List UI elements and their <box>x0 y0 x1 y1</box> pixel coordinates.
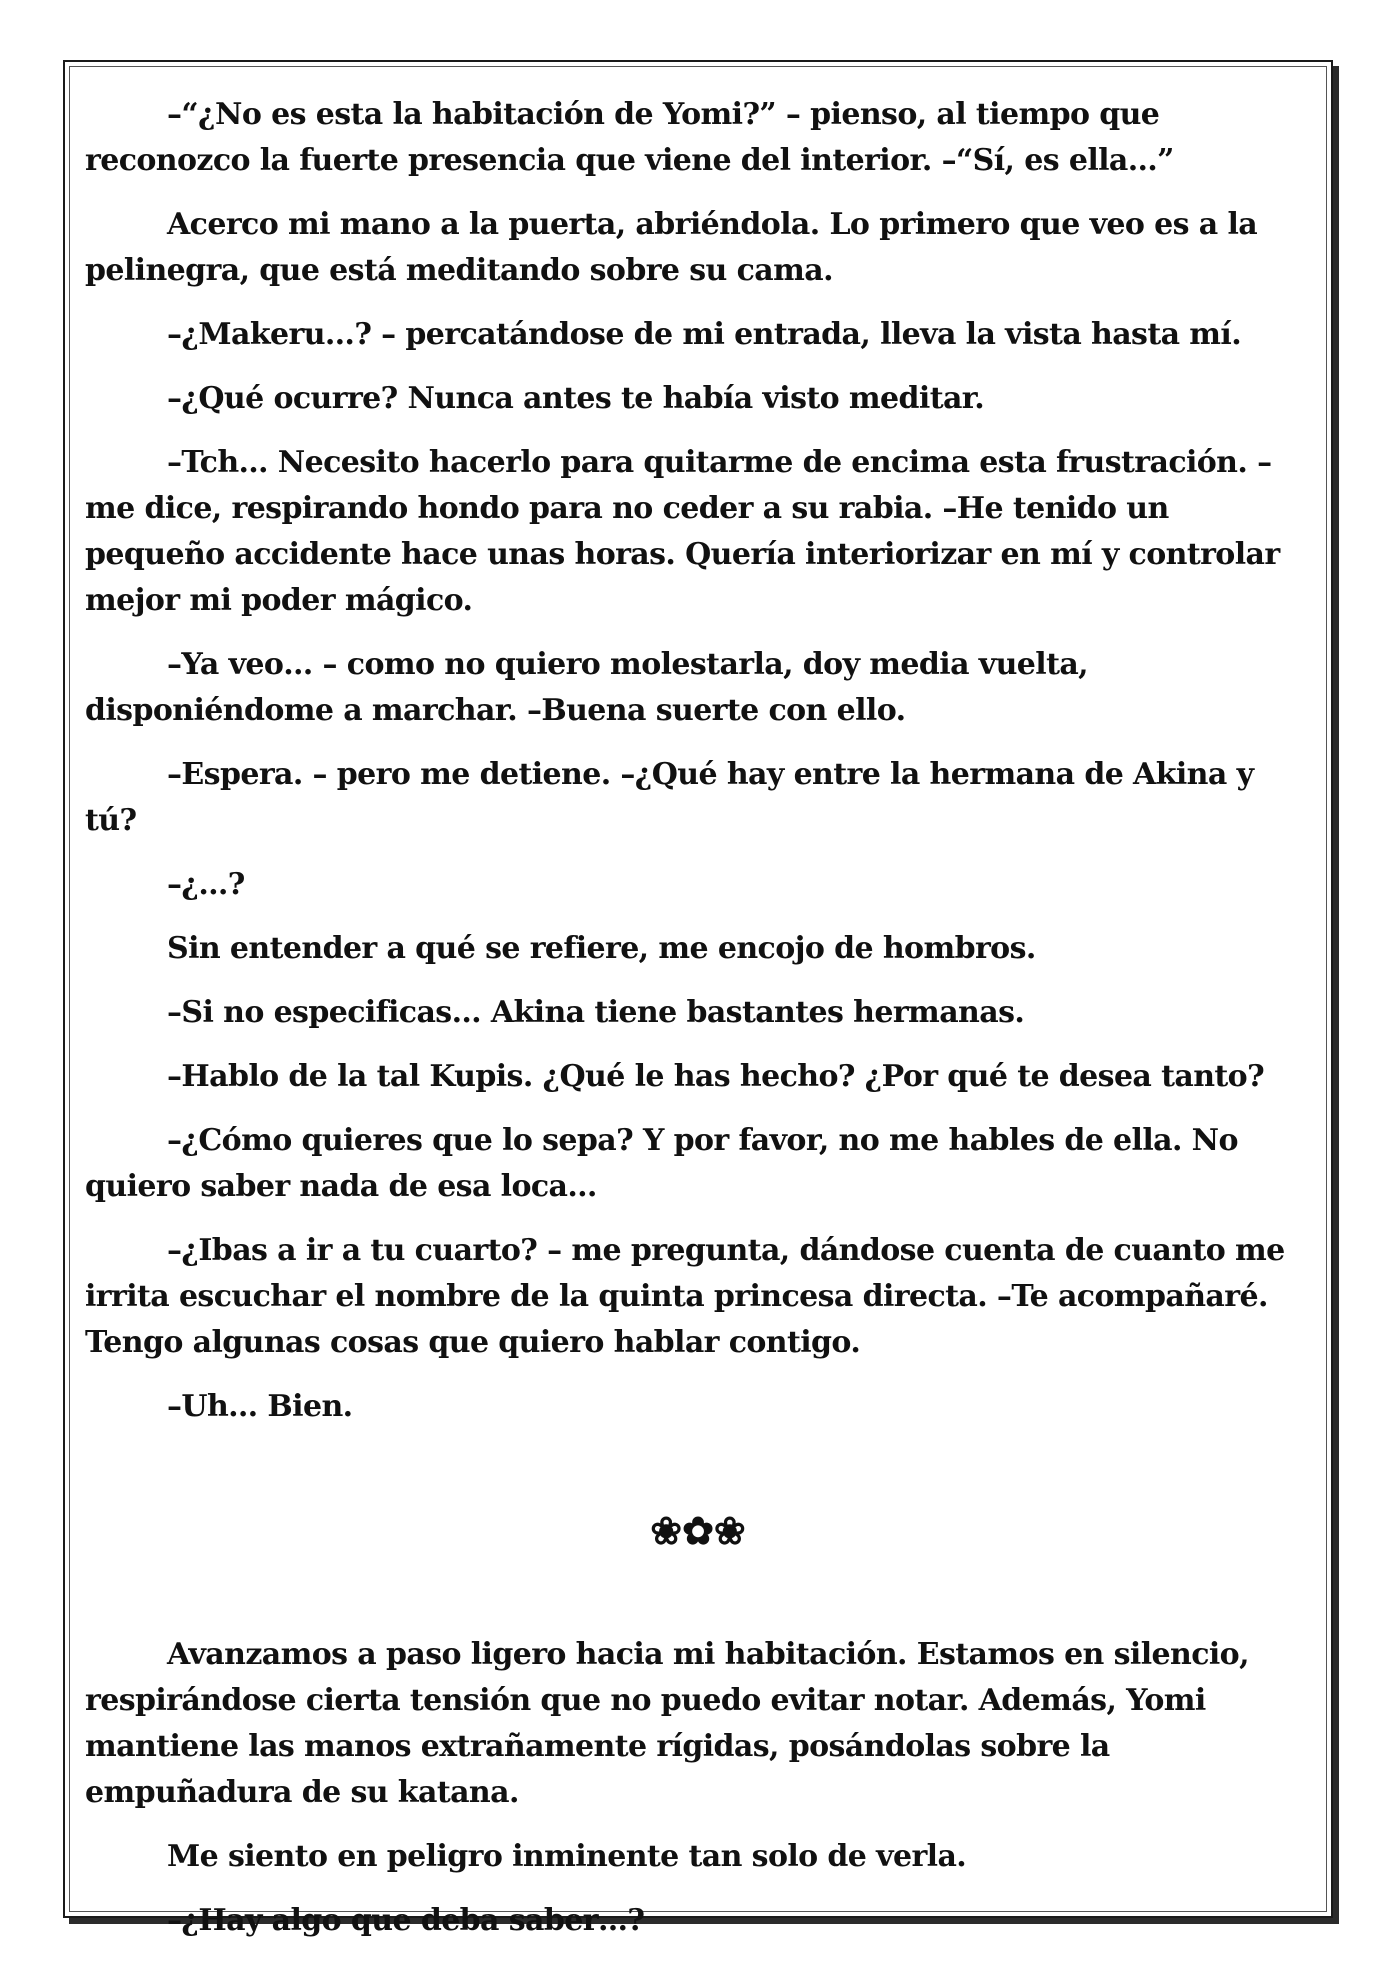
paragraph: –Ya veo… – como no quiero molestarla, doy media vuelta, disponiéndome a marchar. –Buena suerte con ello. <box>85 647 1089 728</box>
paragraph: –Tch… Necesito hacerlo para quitarme de encima esta frustración. – me dice, respirando hondo para no ceder a su rabia. –He tenido un pequeño accidente hace unas horas. Quería interiorizar en mí y controlar mejor mi poder mágico. <box>85 445 1280 618</box>
paragraph: –¿…? <box>167 867 245 902</box>
paragraph: –Si no especificas… Akina tiene bastantes hermanas. <box>167 995 1025 1030</box>
paragraph: –Espera. – pero me detiene. –¿Qué hay entre la hermana de Akina y tú? <box>85 757 1254 838</box>
paragraph: –¿Cómo quieres que lo sepa? Y por favor, no me hables de ella. No quiero saber nada de esa loca… <box>85 1123 1238 1204</box>
document-body <box>85 92 1311 1962</box>
paragraph: –Hablo de la tal Kupis. ¿Qué le has hecho? ¿Por qué te desea tanto? <box>167 1059 1265 1094</box>
paragraph: –¿Qué ocurre? Nunca antes te había visto meditar. <box>167 381 985 416</box>
paragraph: Me siento en peligro inminente tan solo de verla. <box>167 1839 967 1874</box>
paragraph: –Uh… Bien. <box>167 1389 353 1424</box>
page-frame <box>63 60 1333 1938</box>
paragraph: –¿Hay algo que deba saber…? <box>167 1903 645 1938</box>
paragraph: –¿Ibas a ir a tu cuarto? – me pregunta, dándose cuenta de cuanto me irrita escuchar el nombre de la quinta princesa directa. –Te acompañaré. Tengo algunas cosas que quiero hablar contigo. <box>85 1233 1285 1360</box>
paragraph: Avanzamos a paso ligero hacia mi habitación. Estamos en silencio, respirándose cierta tensión que no puedo evitar notar. Además, Yomi mantiene las manos extrañamente rígidas, posándolas sobre la empuñadura de su katana. <box>85 1637 1249 1810</box>
paragraph: Acerco mi mano a la puerta, abriéndola. Lo primero que veo es a la pelinegra, que está meditando sobre su cama. <box>85 207 1258 288</box>
paragraph: –¿Makeru…? – percatándose de mi entrada, lleva la vista hasta mí. <box>167 317 1242 352</box>
paragraph: –“¿No es esta la habitación de Yomi?” – pienso, al tiempo que reconozco la fuerte presencia que viene del interior. –“Sí, es ella…” <box>85 97 1174 178</box>
section-separator-flower-icon: ❀✿❀ <box>650 1508 746 1553</box>
paragraph: Sin entender a qué se refiere, me encojo de hombros. <box>167 931 1036 966</box>
